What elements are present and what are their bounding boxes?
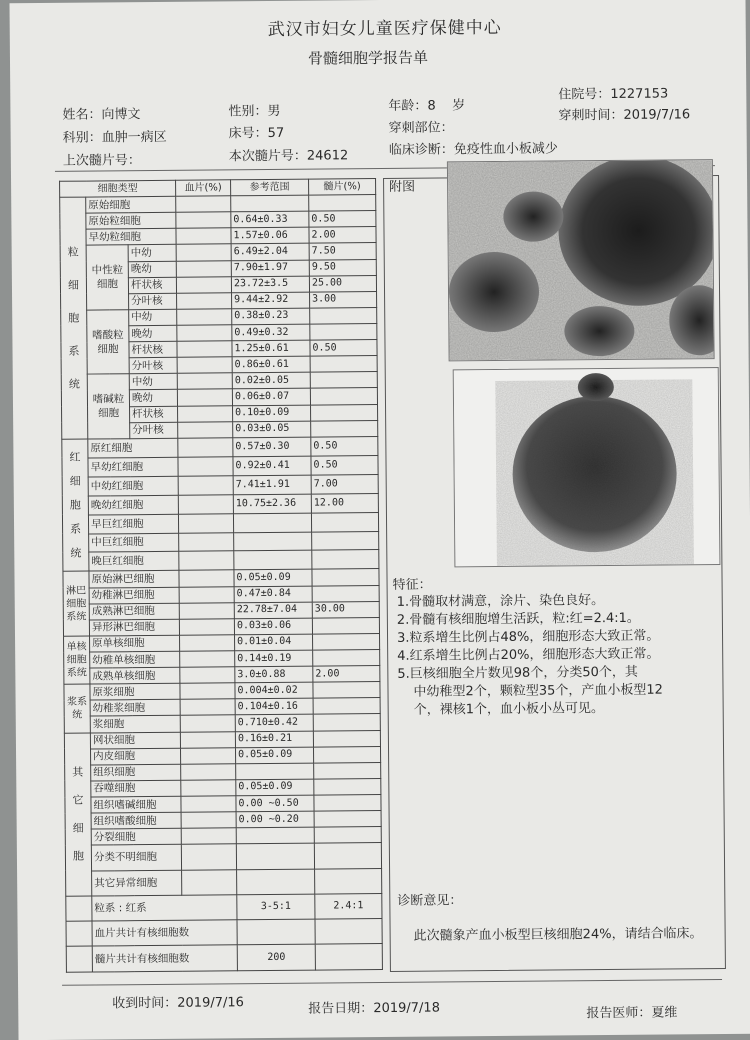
row-ref	[236, 843, 314, 869]
row-ref: 0.00 ~0.50	[236, 795, 314, 812]
row-ref: 0.10±0.09	[233, 405, 311, 422]
row-marrow	[315, 868, 382, 894]
row-marrow	[313, 698, 380, 715]
row-name: 分叶核	[129, 293, 177, 310]
row-name: 组织细胞	[91, 764, 181, 781]
row-ref: 0.05±0.09	[235, 747, 313, 764]
subgroup-neutrophil: 中性粒细胞	[86, 245, 129, 310]
group-erythroid: 红细胞系统	[62, 439, 89, 572]
row-marrow	[310, 356, 377, 373]
row-marrow	[314, 827, 381, 844]
current-slide-field: 本次髓片号：24612	[228, 148, 349, 165]
report-title: 骨髓细胞学报告单	[307, 48, 429, 68]
name-field: 姓名：向博文	[62, 107, 141, 123]
row-marrow: 2.00	[309, 227, 376, 244]
row-ref	[237, 869, 315, 895]
row-name: 组织嗜碱细胞	[91, 796, 181, 813]
hospital-name: 武汉市妇女儿童医疗保健中心	[267, 17, 502, 40]
summary-ratio-ref: 3-5:1	[237, 894, 315, 920]
row-marrow	[313, 633, 380, 650]
dept-field: 科别：血肿一病区	[62, 129, 167, 146]
row-marrow: 25.00	[309, 275, 376, 292]
feature-line-6: 中幼稚型2个，颗粒型35个，产血小板型12	[413, 682, 663, 700]
row-name: 中巨红细胞	[89, 533, 179, 553]
row-marrow: 7.50	[309, 243, 376, 260]
row-name: 幼稚浆细胞	[90, 700, 180, 717]
row-marrow	[313, 650, 380, 667]
row-name: 晚巨红细胞	[89, 552, 179, 572]
row-ref: 0.03±0.05	[233, 421, 311, 438]
feature-line-4: 4.红系增生比例占20%，细胞形态大致正常。	[397, 646, 660, 664]
row-name: 其它异常细胞	[92, 870, 182, 896]
summary-marrow-total: 200	[237, 944, 315, 970]
summary-ratio-marrow: 2.4:1	[315, 893, 382, 919]
row-marrow	[314, 778, 381, 795]
row-marrow: 0.50	[311, 436, 378, 456]
row-ref: 9.44±2.92	[232, 292, 310, 309]
row-name: 成熟单核细胞	[90, 667, 180, 684]
col-header-marrow: 髓片(%)	[309, 179, 376, 196]
group-monocyte: 单核细胞系统	[64, 636, 90, 685]
row-name: 原浆细胞	[90, 684, 180, 701]
row-ref: 0.92±0.41	[233, 456, 311, 476]
report-doctor: 报告医师：夏维	[586, 1005, 678, 1022]
col-header-type: 细胞类型	[60, 180, 176, 197]
row-ref: 0.01±0.04	[235, 634, 313, 651]
diagnosis-title: 诊断意见：	[397, 893, 463, 909]
row-ref: 0.06±0.07	[232, 389, 310, 406]
row-ref: 0.86±0.61	[232, 356, 310, 373]
row-ref: 6.49±2.04	[231, 244, 309, 261]
gender-field: 性别：男	[228, 103, 281, 120]
row-ref: 7.41±1.91	[233, 475, 311, 495]
row-name: 晚幼	[128, 261, 176, 278]
row-ref: 1.25±0.61	[232, 340, 310, 357]
row-ref: 10.75±2.36	[233, 494, 311, 514]
cell-count-table	[59, 178, 382, 973]
row-marrow	[313, 730, 380, 747]
row-marrow	[312, 569, 379, 586]
puncture-date-field: 穿刺时间：2019/7/16	[558, 107, 691, 124]
col-header-blood: 血片(%)	[176, 180, 231, 197]
summary-marrow-total-label: 髓片共计有核细胞数	[92, 945, 237, 972]
group-other: 其它细胞	[64, 733, 91, 896]
row-marrow: 12.00	[311, 493, 378, 513]
row-name: 原始粒细胞	[86, 213, 176, 230]
row-ref: 0.64±0.33	[231, 211, 309, 228]
row-name: 杆状核	[130, 406, 178, 423]
row-ref: 0.05±0.09	[236, 779, 314, 796]
figure-label: 附图	[389, 179, 416, 195]
row-name: 内皮细胞	[90, 748, 180, 765]
row-marrow	[310, 388, 377, 405]
diagnosis-text: 此次髓象产血小板型巨核细胞24%，请结合临床。	[413, 926, 703, 944]
row-ref: 1.57±0.06	[231, 227, 309, 244]
row-name: 晚幼	[129, 325, 177, 342]
row-marrow: 2.00	[313, 666, 380, 683]
row-ref: 23.72±3.5	[231, 276, 309, 293]
received-date: 收到时间：2019/7/16	[112, 995, 244, 1012]
feature-line-3: 3.粒系增生比例占48%，细胞形态大致正常。	[396, 628, 660, 646]
row-marrow	[310, 372, 377, 389]
row-marrow	[313, 682, 380, 699]
row-name: 幼稚淋巴细胞	[89, 587, 179, 604]
row-name: 原单核细胞	[90, 635, 180, 652]
row-name: 组织嗜酸细胞	[91, 812, 181, 829]
row-marrow	[314, 762, 381, 779]
row-ref	[231, 195, 309, 212]
feature-line-1: 1.骨髓取材满意，涂片、染色良好。	[396, 593, 605, 610]
row-name: 分裂细胞	[91, 828, 181, 845]
summary-blood-total-label: 血片共计有核细胞数	[92, 920, 237, 946]
prev-slide-field: 上次髓片号：	[62, 153, 141, 169]
feature-line-2: 2.骨髓有核细胞增生活跃，粒:红=2.4:1。	[396, 610, 640, 628]
row-ref: 0.104±0.16	[235, 698, 313, 715]
row-name: 中幼	[128, 245, 176, 262]
row-ref: 22.78±7.04	[234, 602, 312, 619]
row-ref: 0.47±0.84	[234, 586, 312, 603]
row-marrow	[314, 811, 381, 828]
row-marrow	[312, 550, 379, 570]
puncture-site-field: 穿刺部位：	[388, 120, 454, 136]
row-marrow: 30.00	[312, 601, 379, 618]
row-name: 分类不明细胞	[91, 845, 181, 871]
row-ref: 0.710±0.42	[235, 715, 313, 732]
row-ref	[236, 827, 314, 844]
group-lymphocyte: 淋巴细胞系统	[63, 572, 90, 637]
row-name: 中幼红细胞	[88, 476, 178, 496]
row-ref: 0.14±0.19	[235, 650, 313, 667]
row-ref: 7.90±1.97	[231, 260, 309, 277]
marrow-micrograph-1	[447, 159, 715, 361]
row-ref: 0.03±0.06	[234, 618, 312, 635]
row-ref: 0.004±0.02	[235, 682, 313, 699]
clinical-diagnosis-field: 临床诊断：免疫性血小板减少	[388, 141, 558, 158]
row-name: 网状细胞	[90, 732, 180, 749]
report-date: 报告日期：2019/7/18	[308, 1000, 441, 1017]
row-marrow	[311, 420, 378, 437]
footer-divider	[62, 979, 722, 986]
row-ref	[234, 551, 312, 571]
row-name: 吞噬细胞	[91, 780, 181, 797]
row-name: 早幼红细胞	[88, 457, 178, 477]
feature-line-7: 个，裸核1个，血小板小丛可见。	[413, 701, 605, 718]
group-plasma: 浆系统	[64, 684, 90, 733]
subgroup-eosinophil: 嗜酸粒细胞	[87, 310, 130, 375]
row-ref: 0.02±0.05	[232, 372, 310, 389]
row-marrow	[311, 404, 378, 421]
row-ref: 3.0±0.88	[235, 666, 313, 683]
row-name: 原始细胞	[86, 196, 176, 213]
row-marrow	[312, 531, 379, 551]
row-name: 浆细胞	[90, 716, 180, 733]
row-marrow	[314, 795, 381, 812]
row-marrow	[314, 843, 381, 869]
row-ref: 0.05±0.09	[234, 570, 312, 587]
row-marrow	[311, 512, 378, 532]
age-field: 年龄：8 岁	[388, 98, 466, 114]
row-name: 成熟淋巴细胞	[89, 603, 179, 620]
row-name: 分叶核	[130, 422, 178, 439]
row-marrow: 0.50	[309, 211, 376, 228]
row-ref: 0.49±0.32	[232, 324, 310, 341]
summary-ratio-label: 粒系 : 红系	[92, 895, 237, 921]
row-marrow	[310, 307, 377, 324]
row-ref: 0.16±0.21	[235, 731, 313, 748]
row-ref: 0.38±0.23	[232, 308, 310, 325]
row-marrow: 7.00	[311, 474, 378, 494]
row-name: 中幼	[129, 309, 177, 326]
row-marrow	[309, 195, 376, 212]
admission-field: 住院号：1227153	[558, 86, 669, 103]
row-marrow: 0.50	[311, 455, 378, 475]
row-name: 晚幼红细胞	[88, 495, 178, 515]
row-ref	[234, 532, 312, 552]
row-marrow	[313, 714, 380, 731]
row-marrow: 9.50	[309, 259, 376, 276]
row-name: 杆状核	[129, 341, 177, 358]
row-ref: 0.57±0.30	[233, 437, 311, 457]
summary-blood-total	[237, 919, 315, 945]
row-ref	[236, 763, 314, 780]
bed-field: 床号：57	[228, 125, 285, 142]
row-name: 分叶核	[129, 357, 177, 374]
feature-line-5: 5.巨核细胞全片数见98个，分类50个，其	[397, 664, 638, 682]
row-name: 晚幼	[129, 390, 177, 407]
row-name: 原红细胞	[88, 438, 178, 458]
row-name: 中幼	[129, 374, 177, 391]
marrow-micrograph-2	[453, 367, 721, 567]
row-name: 早幼粒细胞	[86, 229, 176, 246]
row-marrow: 0.50	[310, 340, 377, 357]
report-sheet	[9, 0, 750, 1040]
row-name: 早巨红细胞	[88, 514, 178, 534]
row-marrow	[310, 324, 377, 341]
row-name: 原始淋巴细胞	[89, 571, 179, 588]
row-name: 杆状核	[128, 277, 176, 294]
row-marrow	[312, 617, 379, 634]
row-name: 幼稚单核细胞	[90, 651, 180, 668]
subgroup-basophil: 嗜碱粒细胞	[87, 374, 130, 439]
row-marrow	[313, 746, 380, 763]
row-ref: 0.00 ~0.20	[236, 811, 314, 828]
group-granulocyte: 粒细胞系统	[60, 197, 88, 439]
features-title: 特征：	[392, 577, 432, 593]
col-header-ref: 参考范围	[231, 179, 309, 196]
row-ref	[233, 513, 311, 533]
row-marrow	[312, 585, 379, 602]
row-marrow: 3.00	[310, 291, 377, 308]
row-name: 异形淋巴细胞	[89, 619, 179, 636]
